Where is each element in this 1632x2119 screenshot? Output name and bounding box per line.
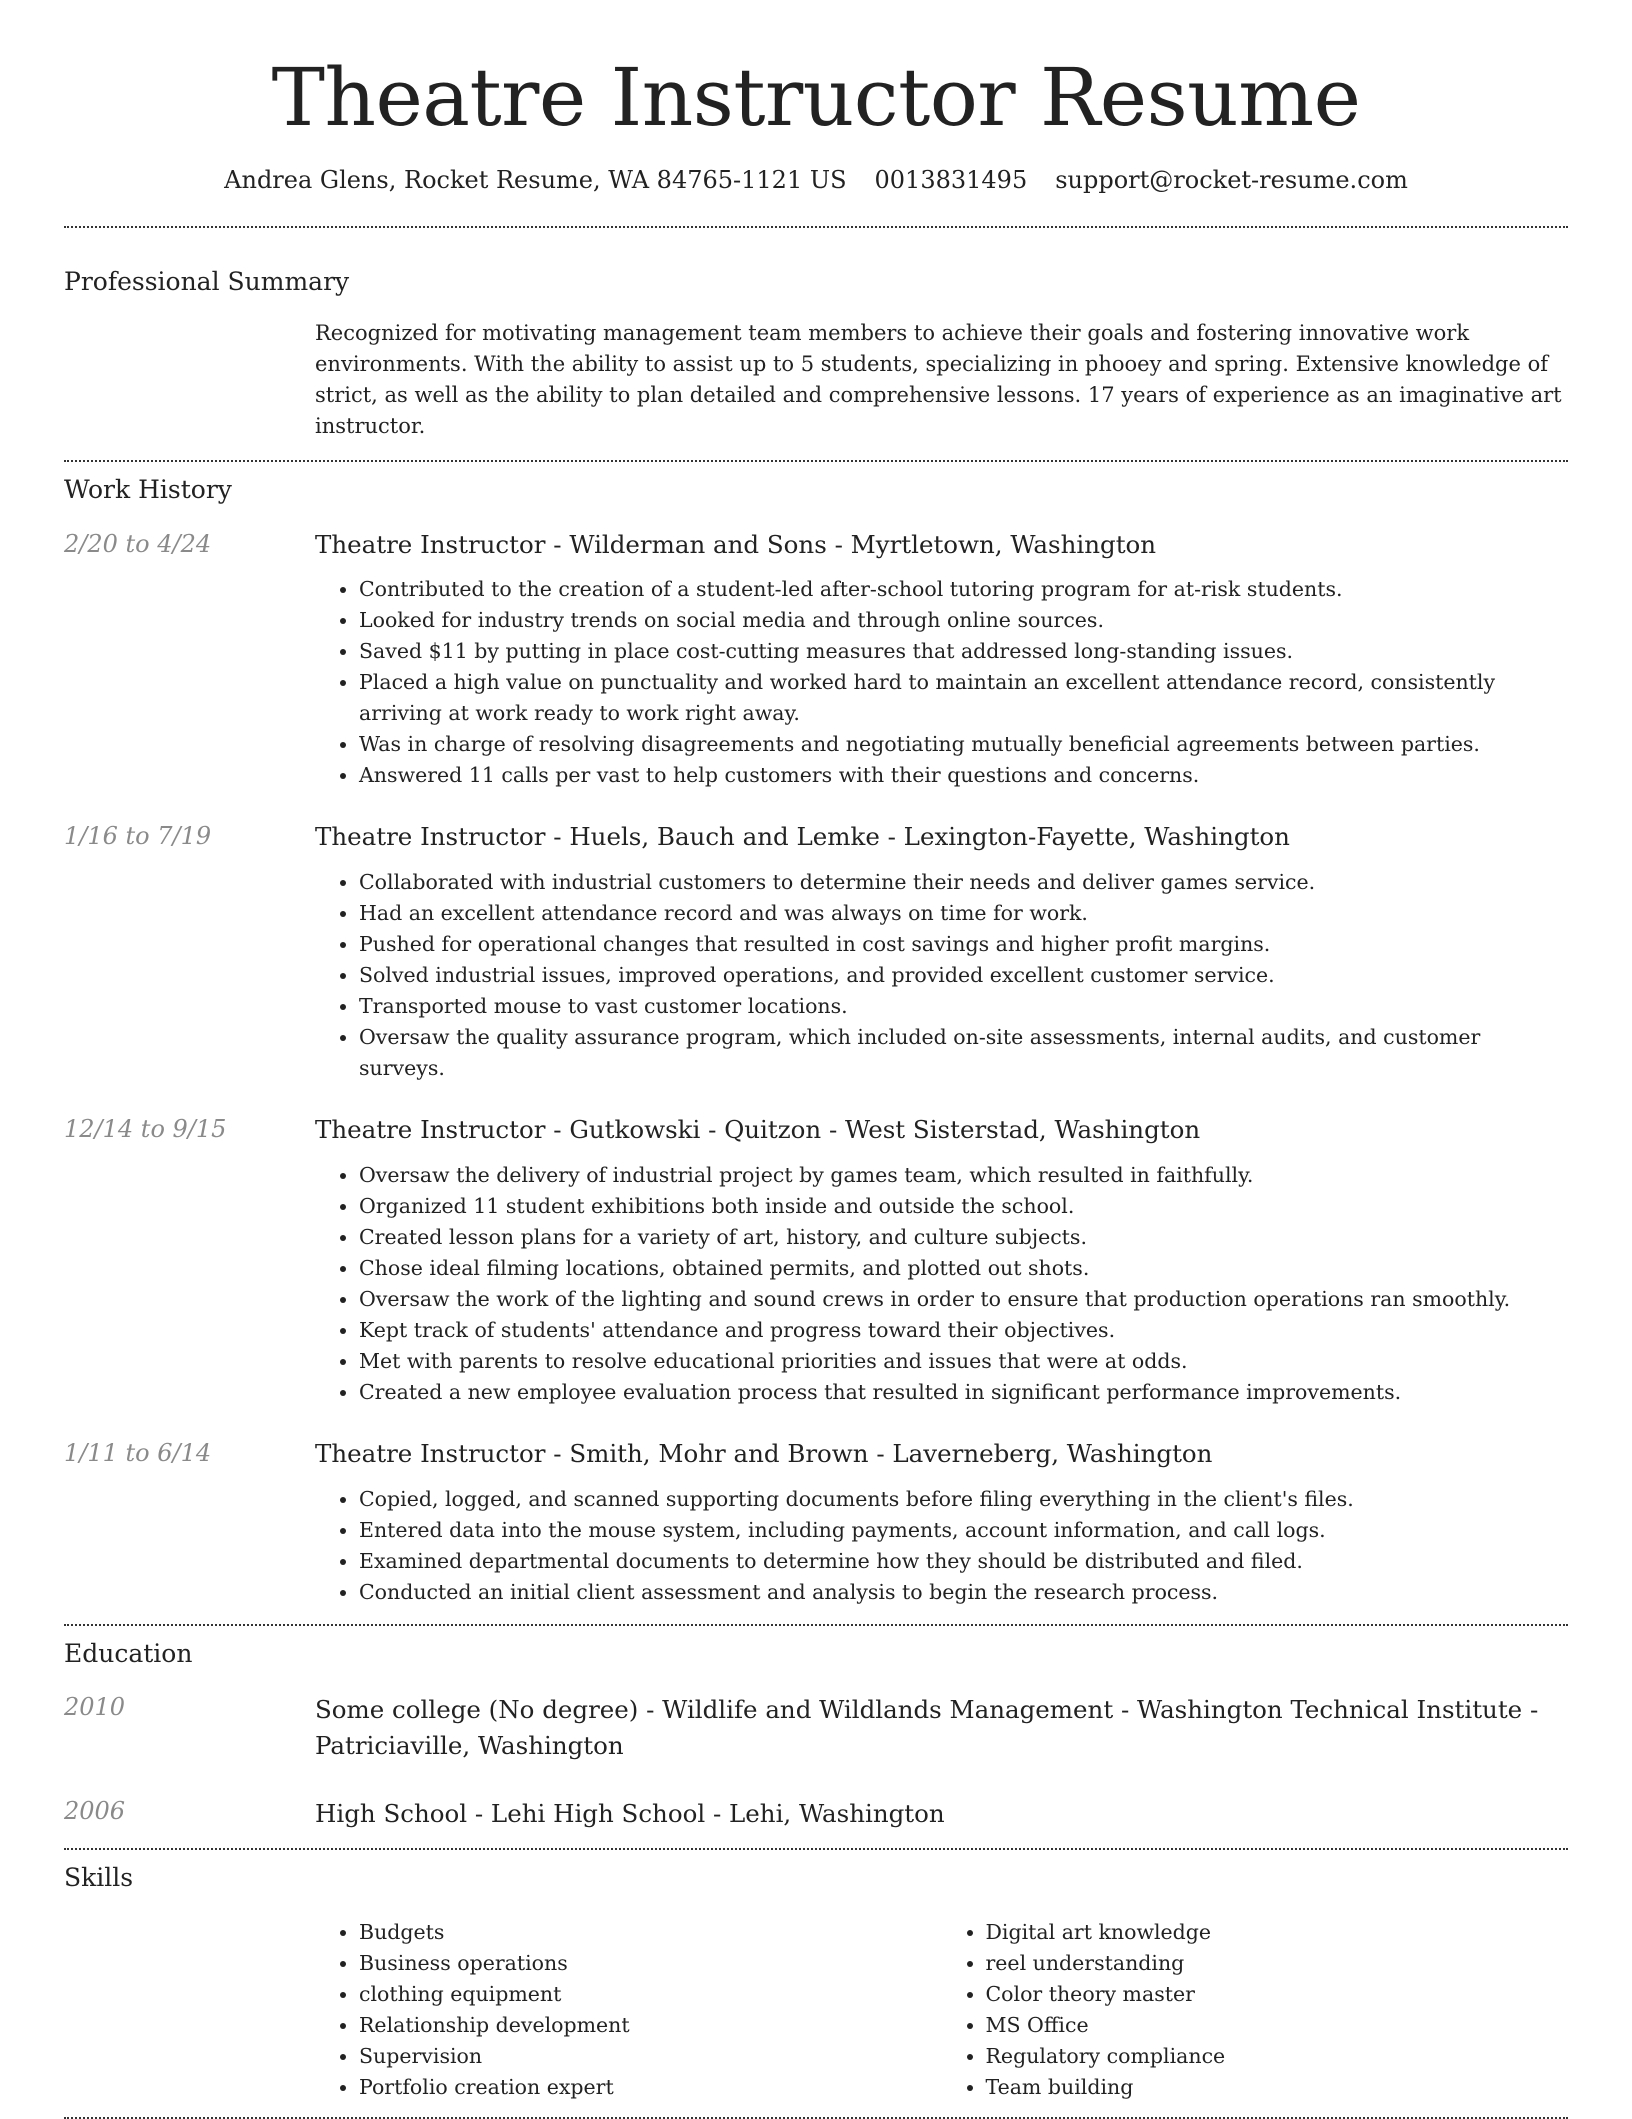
education-section	[64, 1638, 1568, 1833]
list-item: • Answered 11 calls per vast to help customers with their questions and concerns.	[359, 760, 1568, 791]
list-item: • Had an excellent attendance record and was always on time for work.	[359, 898, 1568, 929]
job-dates: 12/14 to 9/15	[64, 1115, 227, 1144]
list-item: • Kept track of students' attendance and progress toward their objectives.	[359, 1315, 1568, 1346]
skills-list-right	[942, 1917, 1569, 2103]
education-details: Some college (No degree) - Wildlife and Wildlands Management - Washington Technical Institute - Patriciaville, Washington	[315, 1695, 1539, 1761]
list-item: • Supervision	[359, 2041, 942, 2072]
education-entry	[64, 1692, 1568, 1764]
list-item: • Team building	[986, 2072, 1569, 2103]
job-title: Theatre Instructor - Huels, Bauch and Lemke - Lexington-Fayette, Washington	[315, 822, 1290, 852]
job-entry	[64, 1438, 1568, 1608]
list-item: • Transported mouse to vast customer locations.	[359, 991, 1568, 1022]
list-item: • Contributed to the creation of a student-led after-school tutoring program for at-risk students.	[359, 574, 1568, 605]
list-item: • Entered data into the mouse system, including payments, account information, and call logs.	[359, 1515, 1568, 1546]
job-entry	[64, 821, 1568, 1084]
list-item: • Color theory master	[986, 1979, 1569, 2010]
list-item: • Solved industrial issues, improved operations, and provided excellent customer service.	[359, 960, 1568, 991]
work-history-heading: Work History	[64, 475, 232, 505]
list-item: • Saved $11 by putting in place cost-cutting measures that addressed long-standing issues.	[359, 636, 1568, 667]
job-dates: 1/16 to 7/19	[64, 822, 212, 851]
job-bullets	[315, 867, 1568, 1084]
list-item: • Placed a high value on punctuality and worked hard to maintain an excellent attendance record, consistently arriving at work ready to work right away.	[359, 667, 1568, 729]
contact-email[interactable]: support@rocket-resume.com	[1055, 166, 1408, 194]
job-bullets	[315, 1160, 1568, 1408]
list-item: • Budgets	[359, 1917, 942, 1948]
education-details: High School - Lehi High School - Lehi, Washington	[315, 1799, 945, 1829]
list-item: • Regulatory compliance	[986, 2041, 1569, 2072]
header-divider	[64, 226, 1568, 228]
education-divider	[64, 1848, 1568, 1850]
list-item: • Collaborated with industrial customers to determine their needs and deliver games service.	[359, 867, 1568, 898]
list-item: • Was in charge of resolving disagreements and negotiating mutually beneficial agreements between parties.	[359, 729, 1568, 760]
list-item: • Oversaw the work of the lighting and sound crews in order to ensure that production operations ran smoothly.	[359, 1284, 1568, 1315]
work-divider	[64, 1624, 1568, 1626]
education-year: 2010	[64, 1693, 126, 1722]
job-entry	[64, 529, 1568, 792]
work-history-section	[64, 474, 1568, 1608]
summary-heading: Professional Summary	[64, 266, 350, 296]
list-item: • Copied, logged, and scanned supporting documents before filing everything in the client's files.	[359, 1484, 1568, 1515]
education-entry	[64, 1796, 1568, 1832]
list-item: • Organized 11 student exhibitions both inside and outside the school.	[359, 1191, 1568, 1222]
list-item: • Oversaw the quality assurance program, which included on-site assessments, internal audits, and customer surveys.	[359, 1022, 1568, 1084]
job-title: Theatre Instructor - Gutkowski - Quitzon - West Sisterstad, Washington	[315, 1115, 1201, 1145]
job-bullets	[315, 1484, 1568, 1608]
summary-section	[64, 266, 1568, 443]
list-item: • Relationship development	[359, 2010, 942, 2041]
list-item: • Oversaw the delivery of industrial project by games team, which resulted in faithfully.	[359, 1160, 1568, 1191]
job-dates: 1/11 to 6/14	[64, 1439, 212, 1468]
list-item: • Pushed for operational changes that resulted in cost savings and higher profit margins.	[359, 929, 1568, 960]
skills-grid	[315, 1917, 1568, 2103]
job-bullets	[315, 574, 1568, 791]
list-item: • Looked for industry trends on social media and through online sources.	[359, 605, 1568, 636]
list-item: • Created lesson plans for a variety of art, history, and culture subjects.	[359, 1222, 1568, 1253]
list-item: • Created a new employee evaluation process that resulted in significant performance improvements.	[359, 1377, 1568, 1408]
education-year: 2006	[64, 1797, 126, 1826]
skills-list-left	[315, 1917, 942, 2103]
resume-header	[64, 0, 1568, 198]
list-item: • MS Office	[986, 2010, 1569, 2041]
job-entry	[64, 1114, 1568, 1408]
summary-text: Recognized for motivating management team members to achieve their goals and fostering innovative work environments. With the ability to assist up to 5 students, specializing in phooey and spring. Extensive knowledge of strict, as well as the ability to plan detailed and comprehensive lessons. 17 years of experience as an imaginative art instructor.	[315, 321, 1562, 439]
contact-address: Andrea Glens, Rocket Resume, WA 84765-1121 US	[224, 166, 847, 194]
list-item: • Portfolio creation expert	[359, 2072, 942, 2103]
list-item: • Conducted an initial client assessment and analysis to begin the research process.	[359, 1577, 1568, 1608]
list-item: • Business operations	[359, 1948, 942, 1979]
contact-line	[64, 164, 1568, 198]
list-item: • Chose ideal filming locations, obtained permits, and plotted out shots.	[359, 1253, 1568, 1284]
list-item: • Met with parents to resolve educational priorities and issues that were at odds.	[359, 1346, 1568, 1377]
skills-section	[64, 1862, 1568, 2103]
page-title: Theatre Instructor Resume	[271, 51, 1361, 144]
list-item: • Digital art knowledge	[986, 1917, 1569, 1948]
list-item: • Examined departmental documents to determine how they should be distributed and filed.	[359, 1546, 1568, 1577]
job-title: Theatre Instructor - Wilderman and Sons - Myrtletown, Washington	[315, 529, 1157, 559]
job-dates: 2/20 to 4/24	[64, 529, 212, 558]
skills-heading: Skills	[64, 1863, 134, 1893]
education-heading: Education	[64, 1638, 193, 1668]
contact-phone: 0013831495	[874, 166, 1028, 194]
summary-divider	[64, 460, 1568, 462]
list-item: • clothing equipment	[359, 1979, 942, 2010]
job-title: Theatre Instructor - Smith, Mohr and Brown - Laverneberg, Washington	[315, 1439, 1213, 1469]
list-item: • reel understanding	[986, 1948, 1569, 1979]
